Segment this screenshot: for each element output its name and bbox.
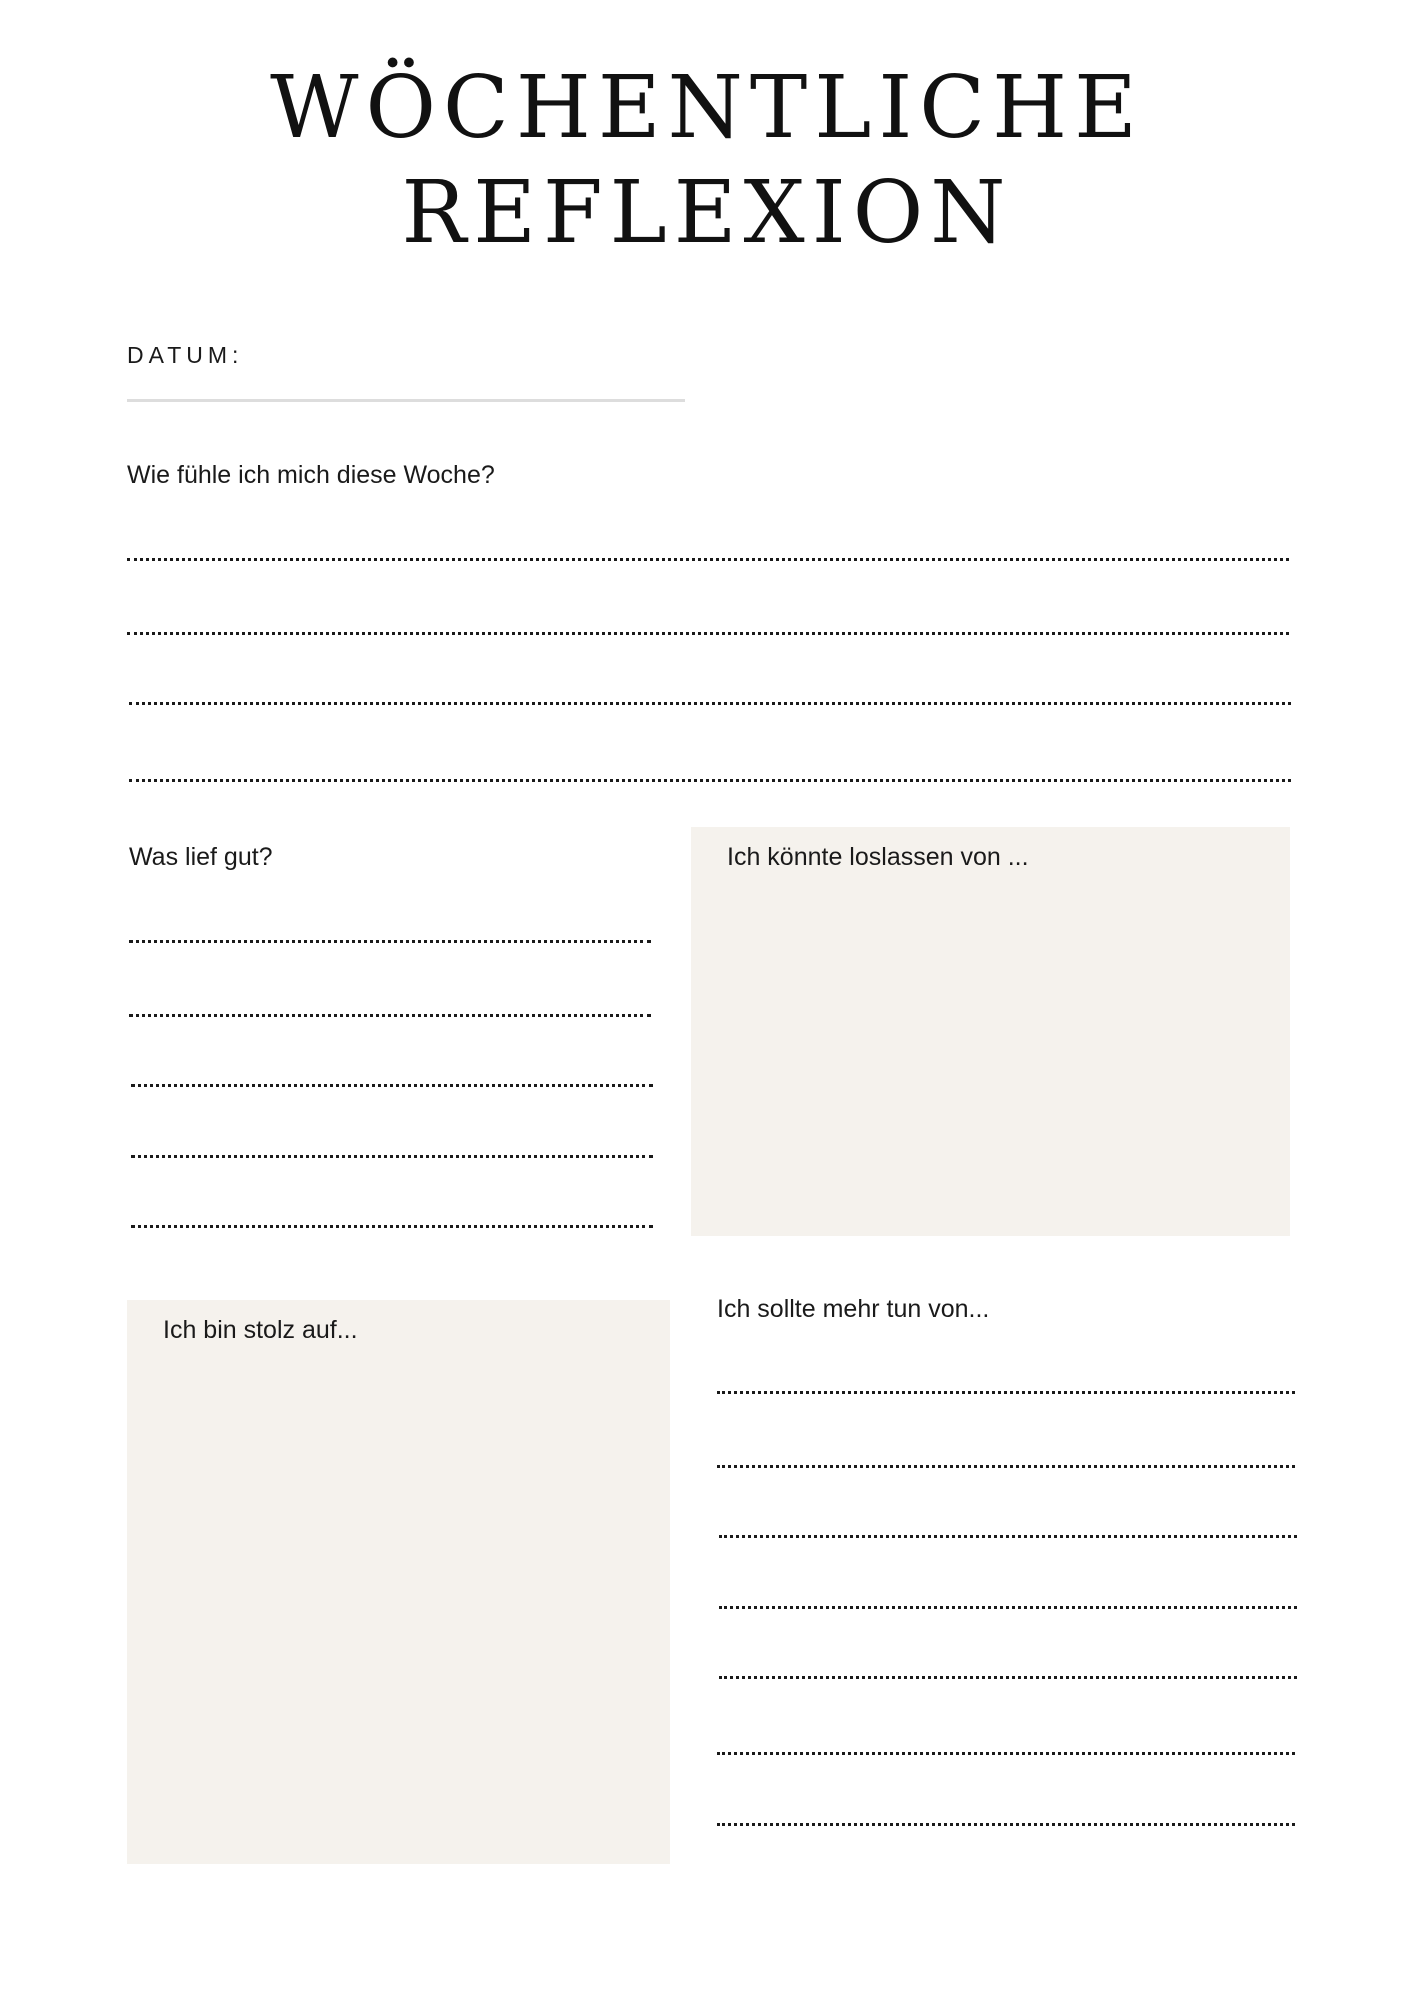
feeling-line-2[interactable] [127,632,1289,635]
went-well-line-1[interactable] [129,940,651,943]
do-more-line-1[interactable] [717,1391,1295,1394]
do-more-line-4[interactable] [719,1606,1297,1609]
went-well-line-3[interactable] [131,1084,653,1087]
do-more-line-3[interactable] [719,1535,1297,1538]
proud-prompt: Ich bin stolz auf... [163,1316,358,1344]
do-more-prompt: Ich sollte mehr tun von... [717,1295,990,1323]
let-go-prompt: Ich könnte loslassen von ... [727,843,1029,871]
do-more-line-5[interactable] [719,1676,1297,1679]
feeling-line-3[interactable] [129,702,1291,705]
proud-box[interactable] [127,1300,670,1864]
title-line-2: REFLEXION [401,163,1013,263]
do-more-line-6[interactable] [717,1752,1295,1755]
do-more-line-7[interactable] [717,1823,1295,1826]
do-more-line-2[interactable] [717,1465,1295,1468]
feeling-prompt: Wie fühle ich mich diese Woche? [127,461,495,489]
date-input-line[interactable] [127,399,685,402]
went-well-line-4[interactable] [131,1155,653,1158]
feeling-line-4[interactable] [129,779,1291,782]
went-well-line-5[interactable] [131,1225,653,1228]
let-go-box[interactable] [691,827,1290,1236]
title-line-1: WÖCHENTLICHE [270,58,1144,158]
went-well-prompt: Was lief gut? [129,843,273,871]
feeling-line-1[interactable] [127,558,1289,561]
date-label: DATUM: [127,342,244,368]
went-well-line-2[interactable] [129,1014,651,1017]
